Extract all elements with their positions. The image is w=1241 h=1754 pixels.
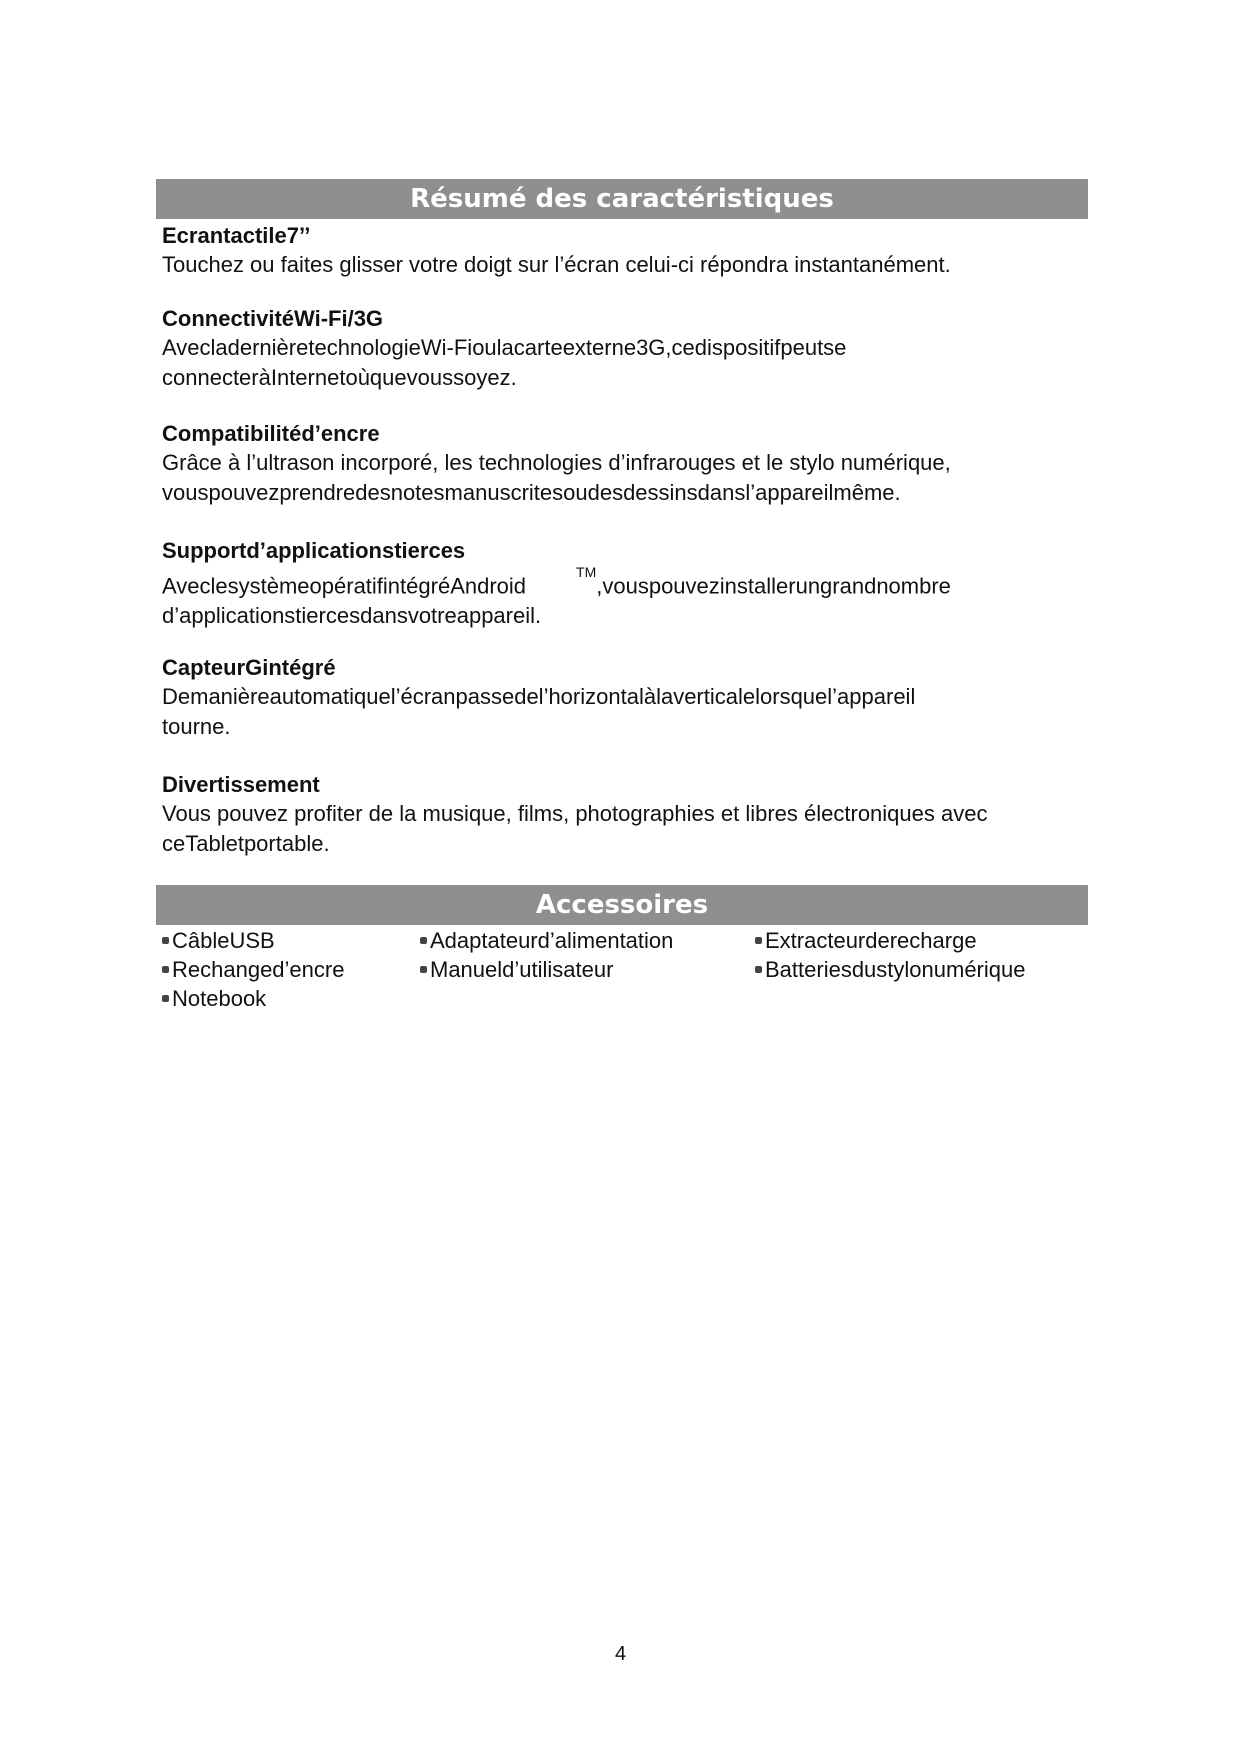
feature-title: Supportd’applicationstierces — [162, 538, 466, 563]
bullet-icon — [420, 966, 427, 973]
feature-body-line: AvecladernièretechnologieWi-Fioulacarteexterne3G,cedispositifpeutse — [162, 335, 847, 360]
page-number: 4 — [614, 1643, 627, 1665]
feature-entertainment — [162, 771, 1082, 859]
bullet-icon — [755, 966, 762, 973]
feature-body-line: tourne. — [162, 714, 231, 739]
feature-title: Compatibilitéd’encre — [162, 421, 380, 446]
accessory-item: Batteriesdustylonumérique — [755, 955, 1025, 985]
feature-ink-compatibility — [162, 420, 1082, 508]
feature-body-line — [162, 565, 1082, 601]
feature-title: ConnectivitéWi-Fi/3G — [162, 306, 384, 331]
feature-third-party-apps — [162, 537, 1082, 631]
feature-touchscreen — [162, 222, 1082, 280]
feature-body: Touchez ou faites glisser votre doigt sur l’écran celui-ci répondra instantanément. — [162, 252, 951, 277]
trademark-mark: TM — [576, 564, 597, 580]
accessory-item: Adaptateurd’alimentation — [420, 926, 673, 956]
feature-title: Ecrantactile7’’ — [162, 223, 311, 248]
features-heading: Résumé des caractéristiques — [156, 179, 1088, 219]
feature-body-line: Demanièreautomatiquel’écranpassedel’horizontalàlaverticalelorsquel’appareil — [162, 684, 916, 709]
bullet-icon — [162, 995, 169, 1002]
bullet-icon — [755, 937, 762, 944]
accessories-heading: Accessoires — [156, 885, 1088, 925]
feature-body-line: ceTabletportable. — [162, 831, 330, 856]
feature-g-sensor — [162, 654, 1082, 742]
accessory-item: Manueld’utilisateur — [420, 955, 613, 985]
feature-title: Divertissement — [162, 772, 320, 797]
feature-body-line: vouspouvezprendredesnotesmanuscritesoudesdessinsdansl’appareilmême. — [162, 480, 901, 505]
feature-body-part: AveclesystèmeopératifintégréAndroid — [162, 573, 527, 599]
bullet-icon — [162, 966, 169, 973]
feature-body-line: connecteràInternetoùquevoussoyez. — [162, 365, 517, 390]
accessory-item: CâbleUSB — [162, 926, 275, 956]
feature-body-line: d’applicationstiercesdansvotreappareil. — [162, 603, 542, 629]
feature-title: CapteurGintégré — [162, 655, 336, 680]
accessory-item: Rechanged’encre — [162, 955, 344, 985]
feature-body-line: Grâce à l’ultrason incorporé, les technologies d’infrarouges et le stylo numérique, — [162, 450, 951, 475]
feature-body-line: Vous pouvez profiter de la musique, films, photographies et libres électroniques avec — [162, 801, 988, 826]
feature-connectivity — [162, 305, 1082, 393]
accessory-item: Notebook — [162, 984, 266, 1014]
bullet-icon — [162, 937, 169, 944]
bullet-icon — [420, 937, 427, 944]
feature-body-part: ,vouspouvezinstallerungrandnombre — [596, 573, 951, 599]
accessory-item: Extracteurderecharge — [755, 926, 977, 956]
